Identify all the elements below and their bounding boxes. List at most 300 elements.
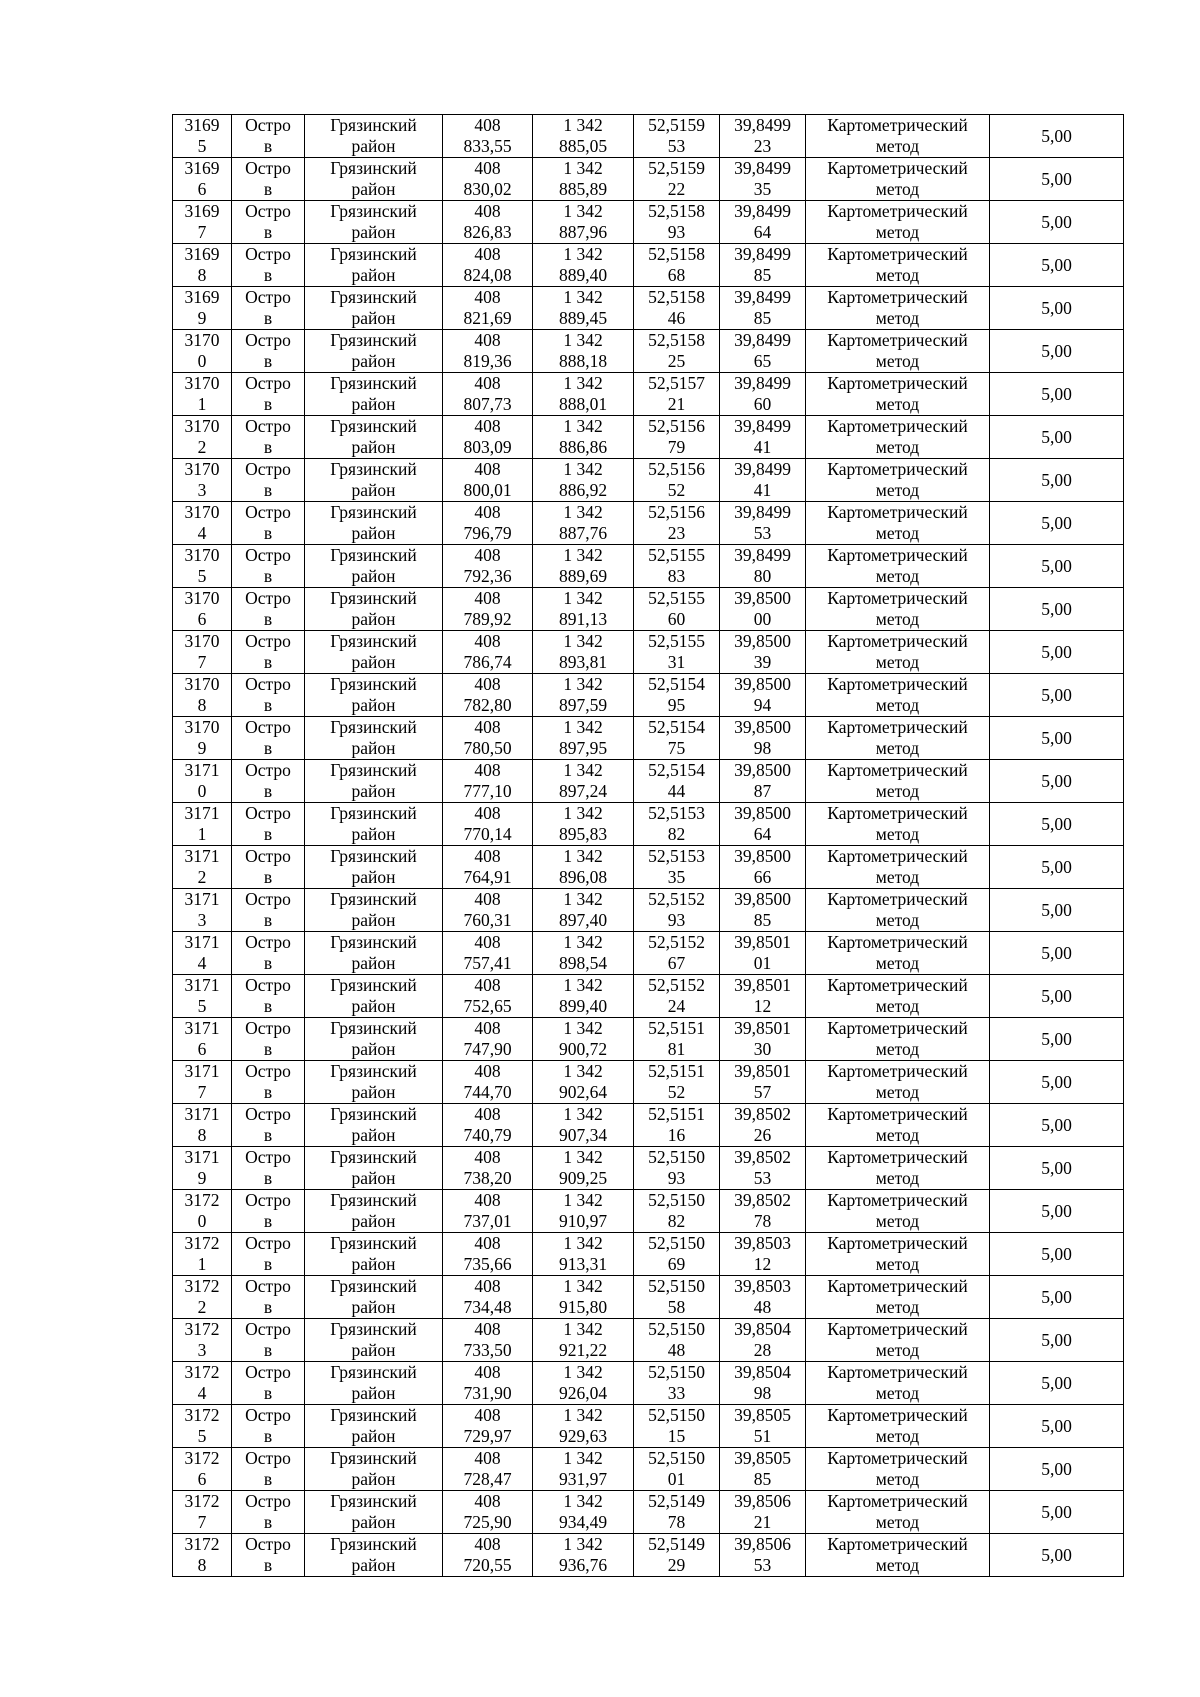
method-text: Картометрический метод [827, 502, 968, 543]
cell-object-type [232, 975, 305, 1018]
x-coordinate-text: 408 792,36 [463, 545, 512, 586]
method-text: Картометрический метод [827, 1018, 968, 1059]
accuracy-text: 5,00 [1041, 1458, 1072, 1479]
y-coordinate-text: 1 342 889,45 [558, 287, 608, 328]
longitude-text: 39,8500 85 [734, 889, 791, 930]
latitude-text: 52,5158 46 [648, 287, 705, 328]
latitude-text: 52,5150 01 [648, 1448, 705, 1489]
cell-point-number [173, 1276, 232, 1319]
cell-y-coordinate [533, 1276, 634, 1319]
method-text: Картометрический метод [827, 158, 968, 199]
cell-point-number [173, 1233, 232, 1276]
accuracy-text: 5,00 [1041, 168, 1072, 189]
cell-y-coordinate [533, 201, 634, 244]
cell-x-coordinate [443, 201, 533, 244]
object-type-text: Остро в [245, 846, 291, 887]
cell-y-coordinate [533, 1534, 634, 1577]
cell-accuracy [990, 1405, 1124, 1448]
cell-point-number [173, 975, 232, 1018]
district-text: Грязинский район [330, 115, 417, 156]
cell-longitude [720, 1491, 806, 1534]
cell-district [305, 1104, 443, 1147]
y-coordinate-text: 1 342 893,81 [558, 631, 608, 672]
longitude-text: 39,8504 28 [734, 1319, 791, 1360]
cell-y-coordinate [533, 287, 634, 330]
latitude-text: 52,5149 29 [648, 1534, 705, 1575]
cell-district [305, 588, 443, 631]
cell-x-coordinate [443, 1405, 533, 1448]
object-type-text: Остро в [245, 588, 291, 629]
cell-latitude [634, 1491, 720, 1534]
cell-longitude [720, 115, 806, 158]
accuracy-text: 5,00 [1041, 598, 1072, 619]
accuracy-text: 5,00 [1041, 426, 1072, 447]
longitude-text: 39,8501 57 [734, 1061, 791, 1102]
accuracy-text: 5,00 [1041, 684, 1072, 705]
cell-longitude [720, 588, 806, 631]
cell-district [305, 545, 443, 588]
cell-district [305, 717, 443, 760]
cell-object-type [232, 1190, 305, 1233]
y-coordinate-text: 1 342 897,40 [558, 889, 608, 930]
table-row [173, 459, 1124, 502]
latitude-text: 52,5150 48 [648, 1319, 705, 1360]
longitude-text: 39,8499 53 [734, 502, 791, 543]
cell-accuracy [990, 975, 1124, 1018]
cell-longitude [720, 803, 806, 846]
cell-district [305, 975, 443, 1018]
object-type-text: Остро в [245, 1534, 291, 1575]
cell-y-coordinate [533, 1448, 634, 1491]
district-text: Грязинский район [330, 459, 417, 500]
cell-object-type [232, 846, 305, 889]
accuracy-text: 5,00 [1041, 512, 1072, 533]
longitude-text: 39,8499 23 [734, 115, 791, 156]
y-coordinate-text: 1 342 907,34 [558, 1104, 608, 1145]
cell-method [806, 932, 990, 975]
longitude-text: 39,8500 00 [734, 588, 791, 629]
cell-object-type [232, 760, 305, 803]
cell-point-number [173, 502, 232, 545]
table-row [173, 1276, 1124, 1319]
point-number-text: 3170 4 [184, 502, 220, 543]
cell-point-number [173, 889, 232, 932]
cell-method [806, 244, 990, 287]
x-coordinate-text: 408 770,14 [463, 803, 512, 844]
cell-latitude [634, 1018, 720, 1061]
cell-longitude [720, 330, 806, 373]
cell-object-type [232, 158, 305, 201]
accuracy-text: 5,00 [1041, 856, 1072, 877]
cell-accuracy [990, 201, 1124, 244]
method-text: Картометрический метод [827, 1405, 968, 1446]
x-coordinate-text: 408 786,74 [463, 631, 512, 672]
method-text: Картометрический метод [827, 1448, 968, 1489]
cell-latitude [634, 1061, 720, 1104]
method-text: Картометрический метод [827, 1233, 968, 1274]
method-text: Картометрический метод [827, 1534, 968, 1575]
cell-accuracy [990, 1018, 1124, 1061]
cell-method [806, 1448, 990, 1491]
cell-y-coordinate [533, 115, 634, 158]
cell-method [806, 975, 990, 1018]
table-row [173, 631, 1124, 674]
cell-longitude [720, 1018, 806, 1061]
longitude-text: 39,8500 64 [734, 803, 791, 844]
cell-district [305, 416, 443, 459]
object-type-text: Остро в [245, 932, 291, 973]
district-text: Грязинский район [330, 1104, 417, 1145]
cell-accuracy [990, 631, 1124, 674]
x-coordinate-text: 408 826,83 [463, 201, 512, 242]
object-type-text: Остро в [245, 1276, 291, 1317]
cell-accuracy [990, 1534, 1124, 1577]
y-coordinate-text: 1 342 921,22 [558, 1319, 608, 1360]
cell-object-type [232, 1448, 305, 1491]
cell-method [806, 459, 990, 502]
district-text: Грязинский район [330, 1534, 417, 1575]
latitude-text: 52,5150 15 [648, 1405, 705, 1446]
cell-district [305, 1276, 443, 1319]
y-coordinate-text: 1 342 909,25 [558, 1147, 608, 1188]
longitude-text: 39,8505 85 [734, 1448, 791, 1489]
cell-longitude [720, 287, 806, 330]
latitude-text: 52,5150 93 [648, 1147, 705, 1188]
cell-accuracy [990, 1233, 1124, 1276]
cell-district [305, 1190, 443, 1233]
cell-method [806, 889, 990, 932]
latitude-text: 52,5152 93 [648, 889, 705, 930]
cell-point-number [173, 717, 232, 760]
latitude-text: 52,5151 16 [648, 1104, 705, 1145]
cell-accuracy [990, 158, 1124, 201]
cell-method [806, 1405, 990, 1448]
cell-accuracy [990, 1276, 1124, 1319]
district-text: Грязинский район [330, 760, 417, 801]
cell-object-type [232, 244, 305, 287]
cell-latitude [634, 760, 720, 803]
cell-object-type [232, 803, 305, 846]
object-type-text: Остро в [245, 975, 291, 1016]
point-number-text: 3169 6 [184, 158, 220, 199]
cell-longitude [720, 201, 806, 244]
accuracy-text: 5,00 [1041, 1372, 1072, 1393]
cell-district [305, 1061, 443, 1104]
district-text: Грязинский район [330, 287, 417, 328]
point-number-text: 3171 1 [184, 803, 220, 844]
y-coordinate-text: 1 342 931,97 [558, 1448, 608, 1489]
cell-longitude [720, 502, 806, 545]
object-type-text: Остро в [245, 201, 291, 242]
method-text: Картометрический метод [827, 1190, 968, 1231]
cell-accuracy [990, 1448, 1124, 1491]
cell-y-coordinate [533, 330, 634, 373]
longitude-text: 39,8499 85 [734, 287, 791, 328]
cell-accuracy [990, 416, 1124, 459]
accuracy-text: 5,00 [1041, 1071, 1072, 1092]
cell-point-number [173, 373, 232, 416]
cell-point-number [173, 631, 232, 674]
cell-latitude [634, 1405, 720, 1448]
cell-longitude [720, 975, 806, 1018]
table-row [173, 1448, 1124, 1491]
cell-longitude [720, 1233, 806, 1276]
object-type-text: Остро в [245, 545, 291, 586]
point-number-text: 3169 8 [184, 244, 220, 285]
object-type-text: Остро в [245, 717, 291, 758]
accuracy-text: 5,00 [1041, 1415, 1072, 1436]
cell-x-coordinate [443, 1233, 533, 1276]
cell-district [305, 330, 443, 373]
y-coordinate-text: 1 342 897,95 [558, 717, 608, 758]
district-text: Грязинский район [330, 244, 417, 285]
x-coordinate-text: 408 824,08 [463, 244, 512, 285]
longitude-text: 39,8501 30 [734, 1018, 791, 1059]
latitude-text: 52,5156 23 [648, 502, 705, 543]
table-row [173, 588, 1124, 631]
cell-longitude [720, 846, 806, 889]
longitude-text: 39,8506 53 [734, 1534, 791, 1575]
latitude-text: 52,5154 95 [648, 674, 705, 715]
cell-accuracy [990, 674, 1124, 717]
cell-longitude [720, 1405, 806, 1448]
x-coordinate-text: 408 725,90 [463, 1491, 512, 1532]
cell-accuracy [990, 545, 1124, 588]
table-body [173, 115, 1124, 1577]
cell-y-coordinate [533, 932, 634, 975]
y-coordinate-text: 1 342 897,59 [558, 674, 608, 715]
cell-method [806, 1104, 990, 1147]
cell-district [305, 287, 443, 330]
cell-method [806, 1018, 990, 1061]
point-number-text: 3169 9 [184, 287, 220, 328]
cell-point-number [173, 1362, 232, 1405]
table-row [173, 1491, 1124, 1534]
cell-x-coordinate [443, 158, 533, 201]
object-type-text: Остро в [245, 1104, 291, 1145]
cell-object-type [232, 373, 305, 416]
cell-method [806, 1147, 990, 1190]
table-row [173, 803, 1124, 846]
cell-district [305, 674, 443, 717]
latitude-text: 52,5153 82 [648, 803, 705, 844]
cell-district [305, 1147, 443, 1190]
cell-latitude [634, 1534, 720, 1577]
method-text: Картометрический метод [827, 201, 968, 242]
y-coordinate-text: 1 342 899,40 [558, 975, 608, 1016]
method-text: Картометрический метод [827, 416, 968, 457]
cell-longitude [720, 1362, 806, 1405]
point-number-text: 3169 7 [184, 201, 220, 242]
district-text: Грязинский район [330, 158, 417, 199]
y-coordinate-text: 1 342 934,49 [558, 1491, 608, 1532]
cell-x-coordinate [443, 975, 533, 1018]
x-coordinate-text: 408 833,55 [463, 115, 512, 156]
method-text: Картометрический метод [827, 459, 968, 500]
district-text: Грязинский район [330, 1190, 417, 1231]
accuracy-text: 5,00 [1041, 1028, 1072, 1049]
accuracy-text: 5,00 [1041, 1501, 1072, 1522]
cell-point-number [173, 1190, 232, 1233]
table-row [173, 373, 1124, 416]
table-row [173, 932, 1124, 975]
method-text: Картометрический метод [827, 631, 968, 672]
cell-latitude [634, 1319, 720, 1362]
accuracy-text: 5,00 [1041, 1114, 1072, 1135]
accuracy-text: 5,00 [1041, 125, 1072, 146]
longitude-text: 39,8499 65 [734, 330, 791, 371]
x-coordinate-text: 408 780,50 [463, 717, 512, 758]
cell-district [305, 1448, 443, 1491]
district-text: Грязинский район [330, 1362, 417, 1403]
y-coordinate-text: 1 342 888,01 [558, 373, 608, 414]
cell-object-type [232, 1233, 305, 1276]
cell-y-coordinate [533, 975, 634, 1018]
cell-point-number [173, 287, 232, 330]
longitude-text: 39,8501 01 [734, 932, 791, 973]
x-coordinate-text: 408 830,02 [463, 158, 512, 199]
x-coordinate-text: 408 740,79 [463, 1104, 512, 1145]
cell-district [305, 502, 443, 545]
object-type-text: Остро в [245, 287, 291, 328]
cell-accuracy [990, 330, 1124, 373]
object-type-text: Остро в [245, 1448, 291, 1489]
cell-x-coordinate [443, 1061, 533, 1104]
cell-latitude [634, 330, 720, 373]
y-coordinate-text: 1 342 897,24 [558, 760, 608, 801]
point-number-text: 3170 6 [184, 588, 220, 629]
cell-object-type [232, 1104, 305, 1147]
method-text: Картометрический метод [827, 975, 968, 1016]
district-text: Грязинский район [330, 373, 417, 414]
cell-longitude [720, 1276, 806, 1319]
cell-accuracy [990, 1104, 1124, 1147]
x-coordinate-text: 408 731,90 [463, 1362, 512, 1403]
cell-longitude [720, 1448, 806, 1491]
x-coordinate-text: 408 757,41 [463, 932, 512, 973]
method-text: Картометрический метод [827, 545, 968, 586]
district-text: Грязинский район [330, 502, 417, 543]
point-number-text: 3171 7 [184, 1061, 220, 1102]
latitude-text: 52,5158 68 [648, 244, 705, 285]
latitude-text: 52,5149 78 [648, 1491, 705, 1532]
cell-object-type [232, 889, 305, 932]
cell-latitude [634, 1147, 720, 1190]
cell-district [305, 932, 443, 975]
cell-x-coordinate [443, 244, 533, 287]
longitude-text: 39,8506 21 [734, 1491, 791, 1532]
accuracy-text: 5,00 [1041, 813, 1072, 834]
object-type-text: Остро в [245, 1491, 291, 1532]
cell-district [305, 1018, 443, 1061]
y-coordinate-text: 1 342 895,83 [558, 803, 608, 844]
cell-point-number [173, 1405, 232, 1448]
district-text: Грязинский район [330, 889, 417, 930]
point-number-text: 3172 1 [184, 1233, 220, 1274]
cell-object-type [232, 1061, 305, 1104]
method-text: Картометрический метод [827, 674, 968, 715]
accuracy-text: 5,00 [1041, 727, 1072, 748]
cell-point-number [173, 1448, 232, 1491]
accuracy-text: 5,00 [1041, 1286, 1072, 1307]
point-number-text: 3172 3 [184, 1319, 220, 1360]
y-coordinate-text: 1 342 889,40 [558, 244, 608, 285]
longitude-text: 39,8503 48 [734, 1276, 791, 1317]
accuracy-text: 5,00 [1041, 383, 1072, 404]
object-type-text: Остро в [245, 1147, 291, 1188]
point-number-text: 3171 2 [184, 846, 220, 887]
cell-point-number [173, 1018, 232, 1061]
cell-method [806, 502, 990, 545]
x-coordinate-text: 408 821,69 [463, 287, 512, 328]
cell-x-coordinate [443, 545, 533, 588]
longitude-text: 39,8500 98 [734, 717, 791, 758]
cell-object-type [232, 545, 305, 588]
method-text: Картометрический метод [827, 287, 968, 328]
cell-y-coordinate [533, 502, 634, 545]
cell-y-coordinate [533, 545, 634, 588]
district-text: Грязинский район [330, 1448, 417, 1489]
cell-object-type [232, 115, 305, 158]
method-text: Картометрический метод [827, 760, 968, 801]
accuracy-text: 5,00 [1041, 1157, 1072, 1178]
cell-accuracy [990, 932, 1124, 975]
cell-latitude [634, 1190, 720, 1233]
y-coordinate-text: 1 342 896,08 [558, 846, 608, 887]
cell-latitude [634, 588, 720, 631]
accuracy-text: 5,00 [1041, 770, 1072, 791]
cell-latitude [634, 1104, 720, 1147]
table-row [173, 416, 1124, 459]
longitude-text: 39,8499 85 [734, 244, 791, 285]
latitude-text: 52,5156 52 [648, 459, 705, 500]
cell-latitude [634, 1276, 720, 1319]
cell-latitude [634, 373, 720, 416]
table-row [173, 889, 1124, 932]
latitude-text: 52,5154 44 [648, 760, 705, 801]
cell-object-type [232, 287, 305, 330]
point-number-text: 3172 2 [184, 1276, 220, 1317]
cell-method [806, 115, 990, 158]
cell-x-coordinate [443, 674, 533, 717]
table-row [173, 1362, 1124, 1405]
district-text: Грязинский район [330, 932, 417, 973]
cell-latitude [634, 158, 720, 201]
cell-longitude [720, 1061, 806, 1104]
cell-y-coordinate [533, 244, 634, 287]
cell-point-number [173, 1104, 232, 1147]
cell-method [806, 287, 990, 330]
cell-accuracy [990, 373, 1124, 416]
cell-longitude [720, 1534, 806, 1577]
district-text: Грязинский район [330, 588, 417, 629]
cell-object-type [232, 1147, 305, 1190]
object-type-text: Остро в [245, 158, 291, 199]
accuracy-text: 5,00 [1041, 1200, 1072, 1221]
cell-longitude [720, 717, 806, 760]
cell-method [806, 846, 990, 889]
cell-district [305, 158, 443, 201]
longitude-text: 39,8499 41 [734, 416, 791, 457]
district-text: Грязинский район [330, 975, 417, 1016]
longitude-text: 39,8499 35 [734, 158, 791, 199]
cell-x-coordinate [443, 631, 533, 674]
cell-method [806, 674, 990, 717]
cell-district [305, 244, 443, 287]
longitude-text: 39,8499 64 [734, 201, 791, 242]
latitude-text: 52,5155 83 [648, 545, 705, 586]
accuracy-text: 5,00 [1041, 1329, 1072, 1350]
